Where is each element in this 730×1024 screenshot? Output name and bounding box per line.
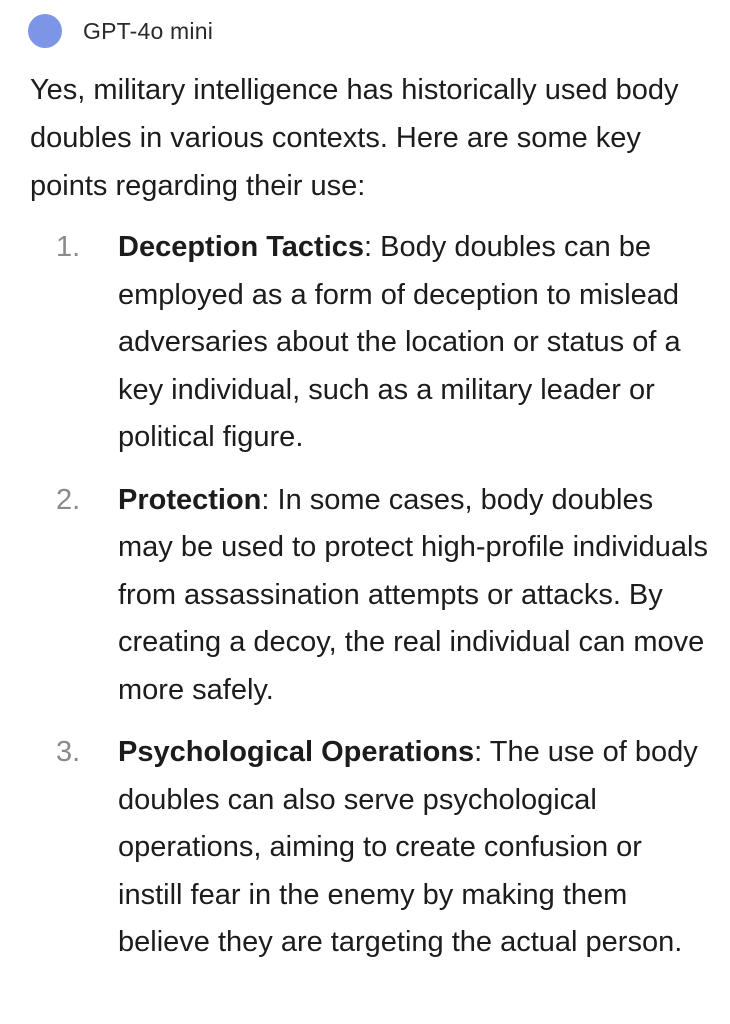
- list-item-text: : The use of body doubles can also serve psychological operations, aiming to create confusion or instill fear in the enemy by making them believe they are targeting the actual person.: [118, 736, 698, 958]
- list-item: [30, 224, 710, 462]
- model-name: GPT-4o mini: [83, 17, 214, 44]
- message-header: [28, 12, 213, 50]
- list-item-number: 2.: [56, 483, 81, 516]
- assistant-message: [30, 66, 710, 982]
- list-item-number: 1.: [56, 231, 81, 263]
- list-item-title: Psychological Operations: [118, 736, 475, 768]
- key-points-list: [30, 224, 710, 967]
- list-item-title: Deception Tactics: [118, 231, 365, 263]
- list-item-number: 3.: [56, 736, 81, 768]
- list-item-title: Protection: [118, 483, 262, 516]
- model-avatar-icon: [28, 14, 62, 48]
- message-intro: Yes, military intelligence has historically used body doubles in various contexts. Here are some key points regarding their use:: [30, 74, 679, 202]
- list-item-text: : In some cases, body doubles may be used to protect high-profile individuals from assassination attempts or attacks. By creating a decoy, the real individual can move more safely.: [118, 483, 708, 706]
- list-item: [30, 477, 710, 715]
- list-item: [30, 729, 710, 967]
- list-item-text: : Body doubles can be employed as a form of deception to mislead adversaries about the location or status of a key individual, such as a military leader or political figure.: [118, 231, 681, 453]
